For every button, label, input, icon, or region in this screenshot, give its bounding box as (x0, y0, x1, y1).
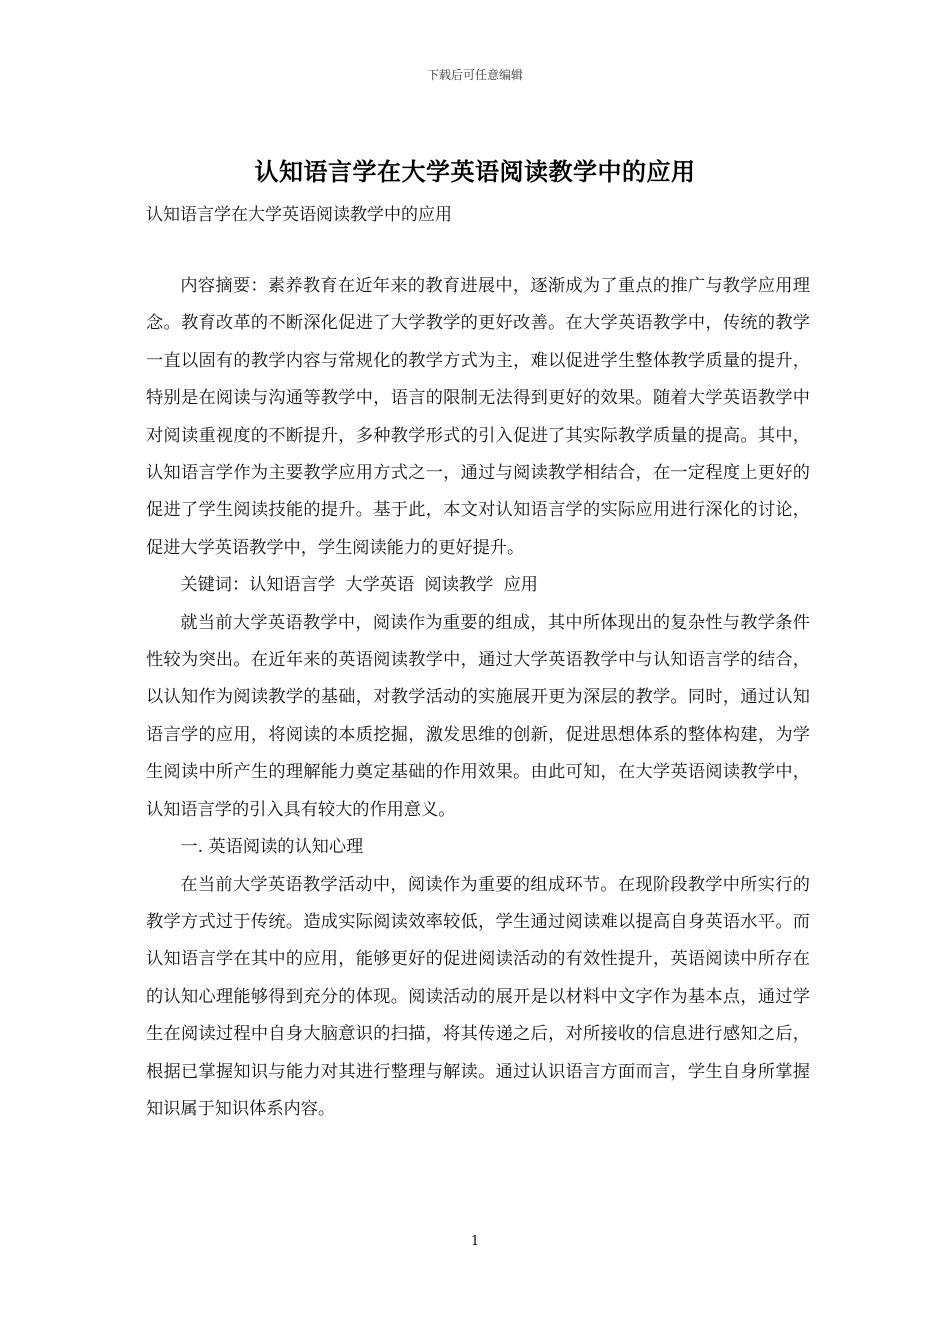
section-paragraph: 在当前大学英语教学活动中，阅读作为重要的组成环节。在现阶段教学中所实行的教学方式过于传统。造成实际阅读效率较低，学生通过阅读难以提高自身英语水平。而认知语言学在其中的应用，能够更好的促进阅读活动的有效性提升，英语阅读中所存在的认知心理能够得到充分的体现。阅读活动的展开是以材料中文字作为基本点，通过学生在阅读过程中自身大脑意识的扫描，将其传递之后，对所接收的信息进行感知之后，根据已掌握知识与能力对其进行整理与解读。通过认识语言方面而言，学生自身所掌握知识属于知识体系内容。 (146, 874, 810, 1119)
document-body (146, 268, 810, 1128)
keyword: 认知语言学 (249, 575, 336, 596)
document-title: 认知语言学在大学英语阅读教学中的应用 (254, 157, 696, 186)
keyword: 应用 (503, 575, 538, 596)
keyword: 阅读教学 (424, 575, 494, 596)
keywords-line (146, 567, 810, 604)
section-heading: 一. 英语阅读的认知心理 (180, 837, 364, 858)
page-number: 1 (470, 1234, 480, 1249)
keywords-label: 关键词： (180, 575, 250, 596)
page-header-note: 下载后可任意编辑 (426, 68, 523, 82)
keyword: 大学英语 (345, 575, 415, 596)
intro-paragraph: 就当前大学英语教学中，阅读作为重要的组成，其中所体现出的复杂性与教学条件性较为突出。在近年来的英语阅读教学中，通过大学英语教学中与认知语言学的结合，以认知作为阅读教学的基础，对教学活动的实施展开更为深层的教学。同时，通过认知语言学的应用，将阅读的本质挖掘，激发思维的创新，促进思想体系的整体构建，为学生阅读中所产生的理解能力奠定基础的作用效果。由此可知，在大学英语阅读教学中，认知语言学的引入具有较大的作用意义。 (146, 612, 810, 820)
document-subtitle: 认知语言学在大学英语阅读教学中的应用 (146, 205, 452, 225)
abstract-paragraph: 内容摘要：素养教育在近年来的教育进展中，逐渐成为了重点的推广与教学应用理念。教育改革的不断深化促进了大学教学的更好改善。在大学英语教学中，传统的教学一直以固有的教学内容与常规化的教学方式为主，难以促进学生整体教学质量的提升，特别是在阅读与沟通等教学中，语言的限制无法得到更好的效果。随着大学英语教学中对阅读重视度的不断提升，多种教学形式的引入促进了其实际教学质量的提高。其中，认知语言学作为主要教学应用方式之一，通过与阅读教学相结合，在一定程度上更好的促进了学生阅读技能的提升。基于此，本文对认知语言学的实际应用进行深化的讨论，促进大学英语教学中，学生阅读能力的更好提升。 (146, 276, 810, 558)
